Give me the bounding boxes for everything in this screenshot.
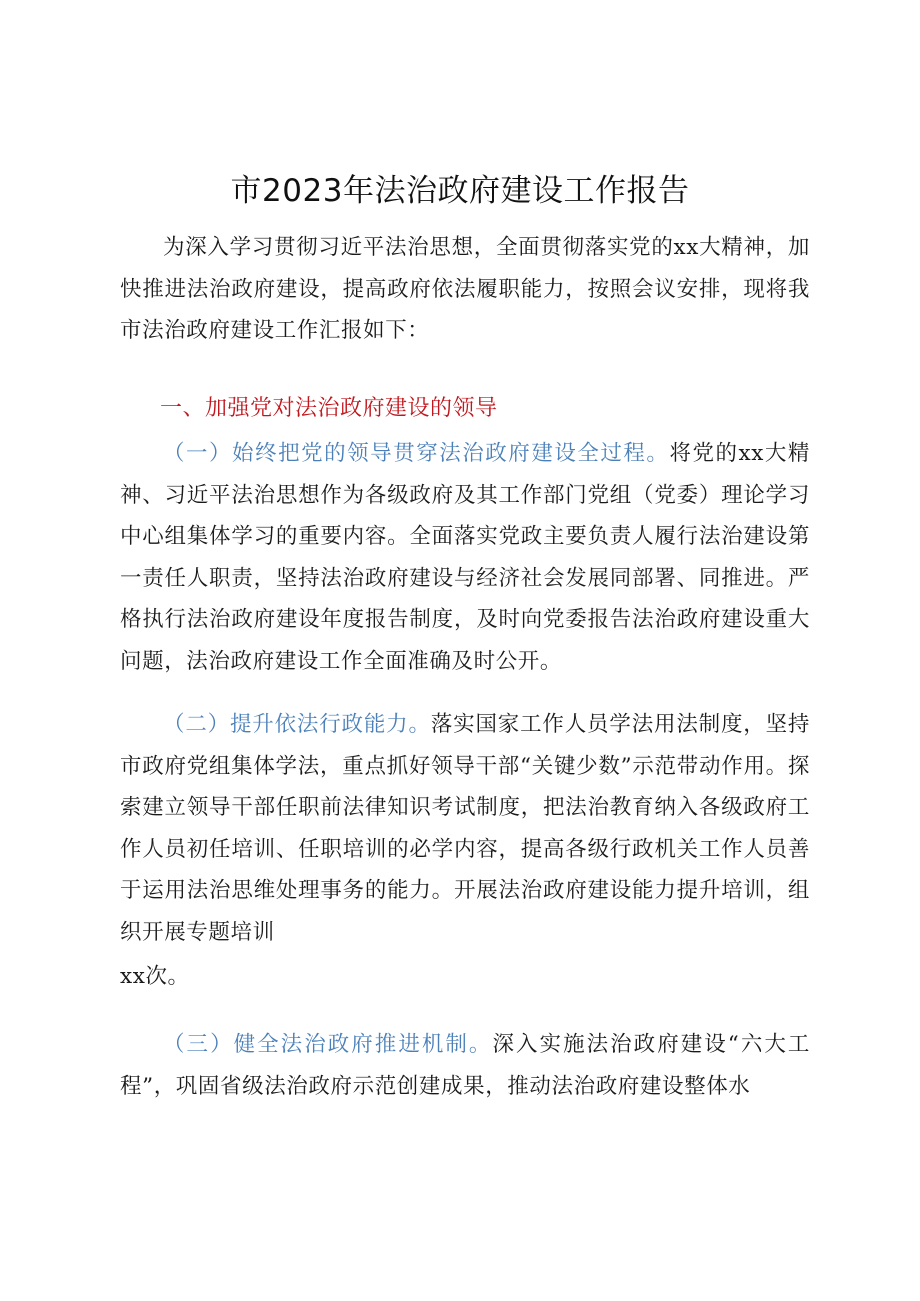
subsection-1-body: 将党的xx大精神、习近平法治思想作为各级政府及其工作部门党组（党委）理论学习中心组集体学习的重要内容。全面落实党政主要负责人履行法治建设第一责任人职责，坚持法治政府建设与经济社会发展同部署、同推进。严格执行法治政府建设年度报告制度，及时向党委报告法治政府建设重大问题，法治政府建设工作全面准确及时公开。 bbox=[120, 441, 811, 674]
subsection-3-heading: （三）健全法治政府推进机制。 bbox=[163, 1032, 493, 1057]
subsection-1-heading: （一）始终把党的领导贯穿法治政府建设全过程。 bbox=[163, 441, 670, 466]
subsection-1-paragraph bbox=[120, 433, 810, 682]
subsection-2-body: 落实国家工作人员学法用法制度，坚持市政府党组集体学法，重点抓好领导干部“关键少数”示范带动作用。探索建立领导干部任职前法律知识考试制度，把法治教育纳入各级政府工作人员初任培训、任职培训的必学内容，提高各级行政机关工作人员善于运用法治思维处理事务的能力。开展法治政府建设能力提升培训，组织开展专题培训 bbox=[120, 712, 811, 945]
document-title: 市2023年法治政府建设工作报告 bbox=[230, 173, 690, 209]
subsection-2-heading: （二）提升依法行政能力。 bbox=[163, 712, 431, 737]
section-1-heading: 一、加强党对法治政府建设的领导 bbox=[160, 396, 498, 421]
intro-paragraph: 为深入学习贯彻习近平法治思想，全面贯彻落实党的xx大精神，加快推进法治政府建设，提高政府依法履职能力，按照会议安排，现将我市法治政府建设工作汇报如下： bbox=[120, 235, 810, 343]
subsection-2-paragraph bbox=[120, 704, 810, 953]
subsection-3-paragraph bbox=[120, 1024, 810, 1107]
subsection-3-body: 深入实施法治政府建设“六大工程”，巩固省级法治政府示范创建成果，推动法治政府建设整体水 bbox=[120, 1032, 810, 1099]
subsection-2-tail: xx次。 bbox=[120, 964, 190, 989]
